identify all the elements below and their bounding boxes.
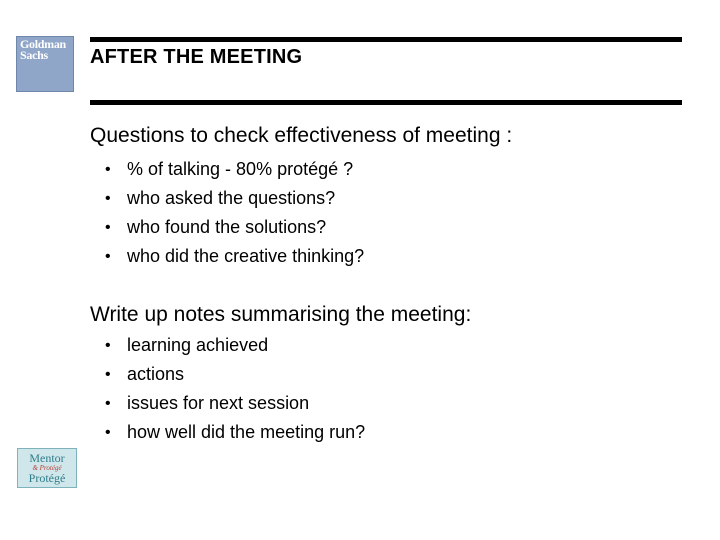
logo-line-2: Sachs (20, 48, 48, 62)
logo-line-1: Goldman (20, 37, 66, 51)
bullet-icon: • (105, 337, 111, 354)
notes-list (105, 331, 365, 447)
list-item-text: who found the solutions? (127, 217, 327, 237)
list-item (105, 184, 364, 213)
list-item (105, 242, 364, 271)
section-heading-questions: Questions to check effectiveness of meeting : (90, 124, 513, 147)
list-item-text: learning achieved (127, 335, 269, 355)
bullet-icon: • (105, 395, 111, 412)
list-item (105, 389, 365, 418)
mentor-protege-logo (17, 448, 77, 488)
list-item-text: who asked the questions? (127, 188, 336, 208)
bullet-icon: • (105, 219, 111, 236)
logo-amp-text: & Protégé (32, 464, 62, 472)
list-item (105, 360, 365, 389)
logo-protege-text: Protégé (28, 471, 66, 485)
list-item-text: actions (127, 364, 185, 384)
list-item-text: how well did the meeting run? (127, 422, 366, 442)
goldman-sachs-logo (16, 36, 74, 92)
list-item (105, 213, 364, 242)
list-item (105, 331, 365, 360)
list-item (105, 418, 365, 447)
bullet-icon: • (105, 248, 111, 265)
list-item-text: % of talking - 80% protégé ? (127, 159, 354, 179)
list-item-text: issues for next session (127, 393, 310, 413)
questions-list (105, 155, 364, 271)
header-rule-bottom (90, 100, 682, 105)
bullet-icon: • (105, 366, 111, 383)
slide-title: AFTER THE MEETING (90, 46, 303, 68)
logo-mentor-text: Mentor (29, 451, 65, 465)
bullet-icon: • (105, 190, 111, 207)
bullet-icon: • (105, 424, 111, 441)
list-item-text: who did the creative thinking? (127, 246, 365, 266)
section-heading-notes: Write up notes summarising the meeting: (90, 303, 472, 326)
header-rule-top (90, 37, 682, 42)
bullet-icon: • (105, 161, 111, 178)
list-item (105, 155, 364, 184)
